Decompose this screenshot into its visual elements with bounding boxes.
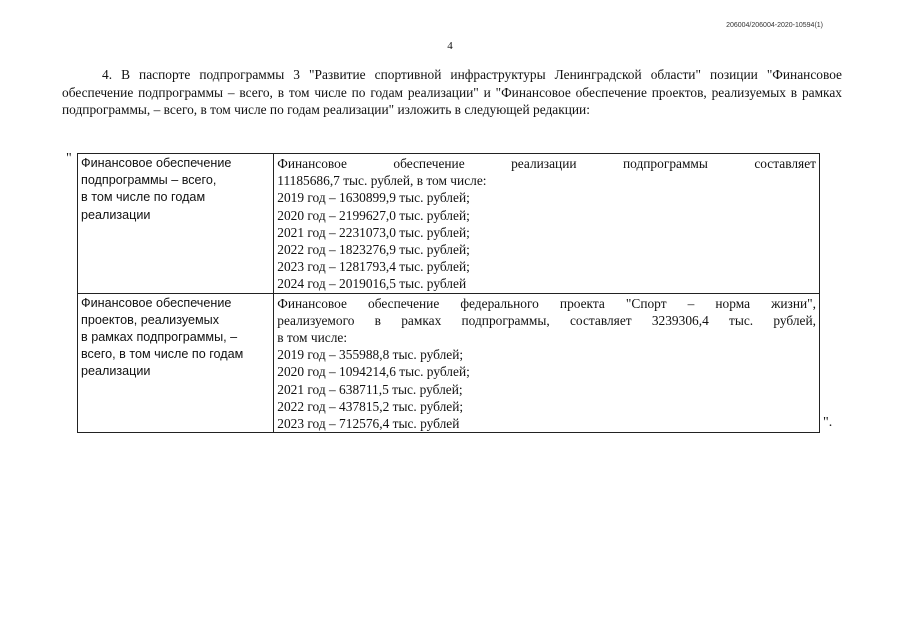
label-line: в том числе по годам [81,190,206,205]
page-number: 4 [447,40,453,52]
year-amount: 2020 год – 1094214,6 тыс. рублей; [277,364,470,380]
year-amount: 2022 год – 437815,2 тыс. рублей; [277,398,464,414]
year-amount: 2023 год – 712576,4 тыс. рублей [277,416,460,432]
label-line: Финансовое обеспечение [81,156,232,170]
label-line: всего, в том числе по годам [81,347,244,362]
label-line: Финансовое обеспечение [81,295,232,310]
passport-table [77,153,820,433]
value-lead: 11185686,7 тыс. рублей, в том числе: [277,173,487,189]
row-label-cell [78,293,274,433]
intro-paragraph [62,66,842,119]
year-amount: 2024 год – 2019016,5 тыс. рублей [277,276,467,292]
table-row [78,293,820,433]
year-amount: 2019 год – 355988,8 тыс. рублей; [277,347,464,363]
label-line: подпрограммы – всего, [81,173,217,188]
closing-quote: ". [823,415,833,430]
row-value-cell [274,154,820,294]
value-lead: реализуемого в рамках подпрограммы, составляет 3239306,4 тыс. рублей, [277,312,816,328]
value-lead: Финансовое обеспечение федерального проекта "Спорт – норма жизни", [277,295,816,311]
year-amount: 2019 год – 1630899,9 тыс. рублей; [277,190,470,206]
opening-quote: " [66,151,72,166]
value-lead: Финансовое обеспечение реализации подпрограммы составляет [277,156,816,171]
year-amount: 2021 год – 2231073,0 тыс. рублей; [277,224,470,240]
table-row [78,154,820,294]
label-line: реализации [81,364,151,379]
label-line: реализации [81,207,151,222]
label-line: в рамках подпрограммы, – [81,330,238,345]
row-label-cell [78,154,274,294]
row-value-cell [274,293,820,433]
label-line: проектов, реализуемых [81,312,219,327]
year-amount: 2021 год – 638711,5 тыс. рублей; [277,381,463,397]
year-amount: 2020 год – 2199627,0 тыс. рублей; [277,207,470,223]
year-amount: 2023 год – 1281793,4 тыс. рублей; [277,259,470,275]
year-amount: 2022 год – 1823276,9 тыс. рублей; [277,242,470,258]
intro-text: 4. В паспорте подпрограммы 3 "Развитие спортивной инфраструктуры Ленинградской области" позиции "Финансовое обеспечение подпрограммы – всего, в том числе по годам реализации" и "Финансовое обеспечение проектов, реализуемых в рамках подпрограммы, – всего, в том числе по годам реализации" изложить в следующей редакции: [62,67,842,117]
document-id: 206004/206004-2020-10594(1) [726,22,823,29]
value-lead: в том числе: [277,330,348,346]
